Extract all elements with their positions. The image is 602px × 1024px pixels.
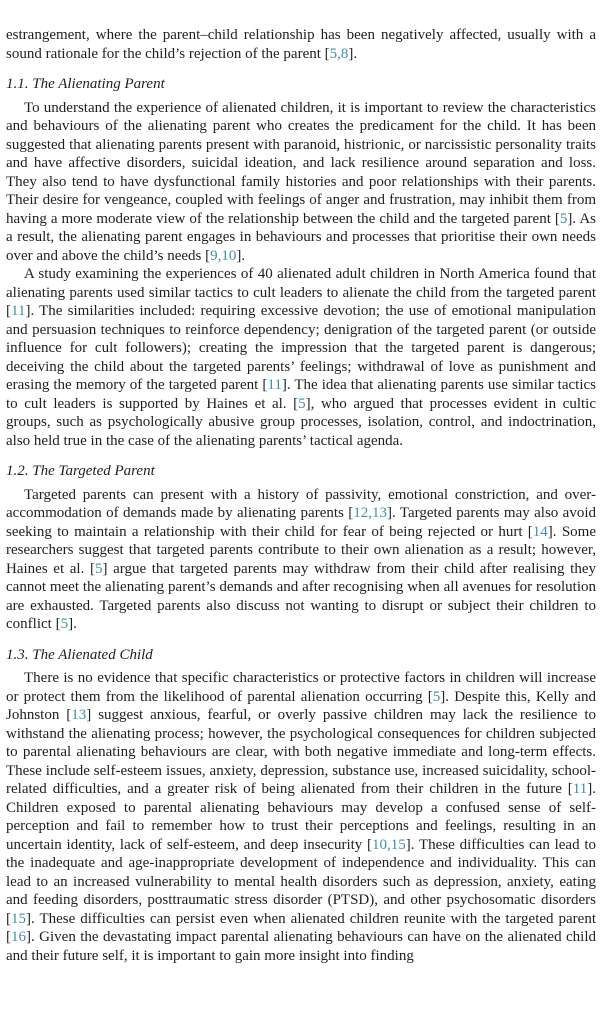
- citation-link[interactable]: 5: [94, 560, 103, 577]
- citation-link[interactable]: 5: [559, 210, 568, 227]
- citation-link[interactable]: 11: [11, 303, 26, 319]
- citation-link[interactable]: 5: [432, 688, 441, 705]
- citation-link[interactable]: 11: [267, 377, 282, 393]
- citation-link[interactable]: 5: [298, 395, 306, 412]
- citation-link[interactable]: 11: [572, 781, 588, 797]
- citation-link[interactable]: 14: [532, 523, 548, 540]
- citation-link[interactable]: 5: [60, 616, 69, 632]
- citation-link[interactable]: 10,15: [372, 836, 406, 853]
- section-heading: 1.2. The Targeted Parent: [6, 463, 155, 479]
- citation-link[interactable]: 13: [71, 707, 87, 723]
- body-paragraph: To understand the experience of alienated children, it is important to review the characteristics and behaviours of the alienating parent who creates the predicament for the child. It has been suggested that alienating parents present with paranoid, histrionic, or narcissistic personality traits and have affective disorders, suicidal ideation, and lack resilience around separation and loss. They also tend to have dysfunctional family histories and poor relationships with their parents. Their desire for vengeance, coupled with feelings of anger and frustration, may inhibit them from having a more moderate view of the relationship between the child and the targeted parent [5]. As a result, the alienating parent engages in behaviours and processes that prioritise their own needs over and above the child’s needs [9,10].: [6, 99, 596, 264]
- citation-link[interactable]: 15: [11, 910, 26, 927]
- section-heading: 1.1. The Alienating Parent: [6, 76, 165, 92]
- citation-link[interactable]: 9,10: [210, 247, 237, 264]
- body-paragraph: There is no evidence that specific characteristics or protective factors in children will increase or protect them from the likelihood of parental alienation occurring [5]. Despite this, Kelly and Johnston [13] suggest anxious, fearful, or overly passive children may lack the resilience to withstand the alienating process; however, the psychological consequences for children subjected to parental alienating behaviours are clear, with both negative immediate and long-term effects. These include self-esteem issues, anxiety, depression, substance use, increased suicidality, school-related difficulties, and a greater risk of being alienated from their children in the future [11]. Children exposed to parental alienating behaviours may develop a confused sense of self-perception and fail to remember how to trust their perceptions and feelings, resulting in an uncertain identity, lack of self-esteem, and deep insecurity [10,15]. These difficulties can lead to the inadequate and age-inappropriate development of independence and individuality. This can lead to an increased vulnerability to mental health disorders such as depression, anxiety, eating and feeding disorders, posttraumatic stress disorder (PTSD), and other psychosomatic disorders [15]. These difficulties can persist even when alienated children reunite with the targeted parent [16]. Given the devastating impact parental alienating behaviours can have on the alienated child and their future self, it is important to gain more insight into finding: [6, 670, 597, 964]
- citation-link[interactable]: 5,8: [329, 45, 349, 62]
- article-body: [6, 26, 596, 965]
- citation-link[interactable]: 16: [11, 929, 26, 945]
- body-paragraph: Targeted parents can present with a history of passivity, emotional constriction, and over-accommodation of demands made by alienating parents [12,13]. Targeted parents may also avoid seeking to maintain a relationship with their child for fear of being rejected or hurt [14]. Some researchers suggest that targeted parents contribute to their own alienation as a result; however, Haines et al. [5] argue that targeted parents may withdraw from their child after realising they cannot meet the alienating parent’s demands and after recognising when all avenues for resolution are exhausted. Targeted parents also discuss not wanting to disrupt or subject their children to conflict [5].: [6, 486, 596, 632]
- citation-link[interactable]: 12,13: [353, 505, 387, 521]
- body-paragraph: estrangement, where the parent–child relationship has been negatively affected, usually with a sound rationale for the child’s rejection of the parent [5,8].: [6, 27, 596, 62]
- body-paragraph: A study examining the experiences of 40 alienated adult children in North America found that alienating parents used similar tactics to cult leaders to alienate the child from the targeted parent [11]. The similarities included: requiring excessive devotion; the use of emotional manipulation and persuasion techniques to reinforce dependency; denigration of the targeted parent (or outside influence for cult followers); creating the impression that the targeted parent is dangerous; deceiving the child about the targeted parents’ feelings; withdrawal of love as punishment and erasing the memory of the targeted parent [11]. The idea that alienating parents use similar tactics to cult leaders is supported by Haines et al. [5], who argued that processes evident in cultic groups, such as psychologically abusive group processes, isolation, control, and indoctrination, also held true in the case of the alienating parents’ tactical agenda.: [6, 266, 596, 449]
- section-heading: 1.3. The Alienated Child: [6, 646, 153, 663]
